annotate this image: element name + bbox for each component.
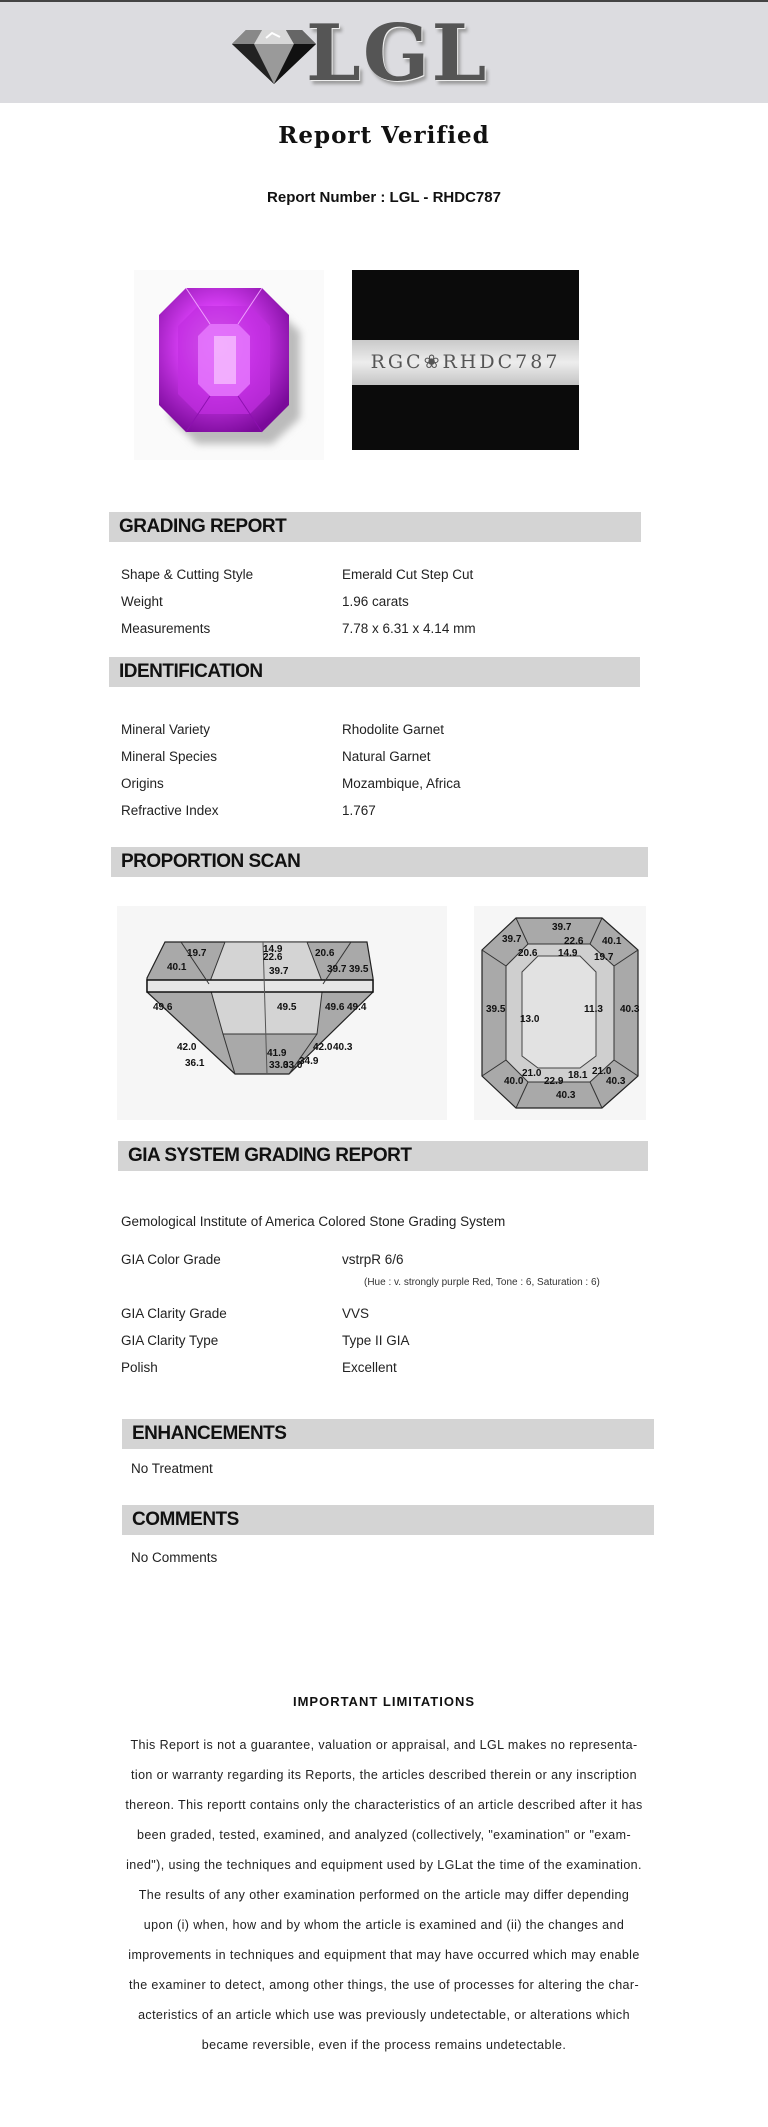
side-measurement-label: 42.0 <box>177 1042 197 1053</box>
top-measurement-label: 18.1 <box>568 1070 588 1081</box>
side-measurement-label: 49.6 <box>153 1002 173 1013</box>
grading-report-header <box>109 512 641 542</box>
top-measurement-label: 22.9 <box>544 1076 564 1087</box>
gia-color-note: (Hue : v. strongly purple Red, Tone : 6, Saturation : 6) <box>364 1277 600 1288</box>
mineral-variety-value: Rhodolite Garnet <box>342 722 445 737</box>
side-measurement-label: 49.6 <box>325 1002 345 1013</box>
mineral-species-value: Natural Garnet <box>342 749 431 764</box>
gia-color-value: vstrpR 6/6 <box>342 1252 404 1267</box>
enhancements-title: ENHANCEMENTS <box>132 1423 287 1444</box>
top-measurement-label: 14.9 <box>558 948 578 959</box>
side-measurement-label: 42.0 <box>313 1042 333 1053</box>
grading-report-title: GRADING REPORT <box>119 516 287 537</box>
limitations-line: The results of any other examination performed on the article may differ depending <box>138 1888 630 1902</box>
gem-photo <box>134 270 324 460</box>
identification-header <box>109 657 640 687</box>
enhancements-value: No Treatment <box>131 1461 213 1476</box>
polish-label: Polish <box>121 1360 158 1375</box>
top-measurement-label: 40.3 <box>556 1090 576 1101</box>
lgl-logo[interactable] <box>232 8 492 99</box>
gia-color-label: GIA Color Grade <box>121 1252 221 1267</box>
side-measurement-label: 20.6 <box>315 948 335 959</box>
inscription-text: RGC❀RHDC787 <box>370 351 561 373</box>
polish-value: Excellent <box>342 1360 397 1375</box>
limitations-line: thereon. This reportt contains only the characteristics of an article described after it has <box>125 1798 643 1812</box>
side-measurement-label: 14.9 <box>263 944 283 955</box>
gia-report-title: GIA SYSTEM GRADING REPORT <box>128 1145 412 1166</box>
top-measurement-label: 39.7 <box>552 922 572 933</box>
top-measurement-label: 40.0 <box>504 1076 524 1087</box>
gia-clarity-grade-value: VVS <box>342 1306 370 1321</box>
limitations-line: upon (i) when, how and by whom the article is examined and (ii) the changes and <box>143 1918 625 1932</box>
top-measurement-label: 40.3 <box>606 1076 626 1087</box>
gia-system-name: Gemological Institute of America Colored Stone Grading System <box>121 1214 506 1229</box>
top-view-scan <box>474 906 646 1120</box>
side-measurement-label: 22.6 <box>263 952 283 963</box>
proportion-scan-header <box>111 847 648 877</box>
limitations-line: the examiner to detect, among other things, the use of processes for altering the char- <box>128 1978 640 1992</box>
top-measurement-label: 40.1 <box>602 936 622 947</box>
enhancements-header <box>122 1419 654 1449</box>
inscription-photo <box>352 270 579 450</box>
side-measurement-label: 39.7 <box>269 966 289 977</box>
mineral-species-label: Mineral Species <box>121 749 218 764</box>
side-measurement-label: 39.7 <box>327 964 347 975</box>
side-measurement-label: 19.7 <box>187 948 207 959</box>
refractive-index-value: 1.767 <box>342 803 376 818</box>
side-measurement-label: 39.5 <box>349 964 369 975</box>
proportion-scan-title: PROPORTION SCAN <box>121 851 301 872</box>
side-measurement-label: 49.5 <box>277 1002 297 1013</box>
page-title: Report Verified <box>278 122 490 149</box>
side-measurement-label: 36.1 <box>185 1058 205 1069</box>
side-profile-scan <box>117 906 447 1120</box>
shape-label: Shape & Cutting Style <box>121 567 254 582</box>
limitations-line: This Report is not a guarantee, valuation or appraisal, and LGL makes no representa- <box>130 1738 638 1752</box>
gia-report-header <box>118 1141 648 1171</box>
comments-header <box>122 1505 654 1535</box>
limitations-line: improvements in techniques and equipment that may have occurred which may enable <box>128 1948 640 1962</box>
side-measurement-label: 40.1 <box>167 962 187 973</box>
gia-clarity-type-label: GIA Clarity Type <box>121 1333 219 1348</box>
top-measurement-label: 22.6 <box>564 936 584 947</box>
top-measurement-label: 39.7 <box>502 934 522 945</box>
limitations-line: became reversible, even if the process remains undetectable. <box>201 2038 567 2052</box>
top-measurement-label: 13.0 <box>520 1014 540 1025</box>
origins-label: Origins <box>121 776 164 791</box>
top-measurement-label: 21.0 <box>522 1068 542 1079</box>
limitations-line: tion or warranty regarding its Reports, the articles described therein or any inscription <box>131 1768 637 1782</box>
limitations-line: ined"), using the techniques and equipment used by LGLat the time of the examination. <box>126 1858 642 1872</box>
side-measurement-label: 33.0 <box>283 1060 303 1071</box>
side-measurement-label: 33.0 <box>269 1060 289 1071</box>
limitations-line: been graded, tested, examined, and analyzed (collectively, "examination" or "exam- <box>136 1828 632 1842</box>
shape-value: Emerald Cut Step Cut <box>342 567 474 582</box>
top-measurement-label: 39.5 <box>486 1004 506 1015</box>
origins-value: Mozambique, Africa <box>342 776 461 791</box>
gia-clarity-grade-label: GIA Clarity Grade <box>121 1306 227 1321</box>
top-measurement-label: 21.0 <box>592 1066 612 1077</box>
diamond-icon <box>232 20 316 86</box>
side-measurement-label: 41.9 <box>267 1048 287 1059</box>
mineral-variety-label: Mineral Variety <box>121 722 211 737</box>
logo-text: LGL <box>306 8 489 99</box>
gia-clarity-type-value: Type II GIA <box>342 1333 410 1348</box>
top-measurement-label: 11.3 <box>584 1004 603 1015</box>
limitations-line: acteristics of an article which use was previously undetectable, or alterations which <box>138 2008 630 2022</box>
report-number: Report Number : LGL - RHDC787 <box>267 189 501 206</box>
side-measurement-label: 34.9 <box>299 1056 319 1067</box>
top-measurement-label: 40.3 <box>620 1004 640 1015</box>
comments-value: No Comments <box>131 1550 218 1565</box>
limitations-title: IMPORTANT LIMITATIONS <box>292 1694 476 1709</box>
top-measurement-label: 19.7 <box>594 952 614 963</box>
side-measurement-label: 40.3 <box>333 1042 353 1053</box>
comments-title: COMMENTS <box>132 1509 239 1530</box>
side-measurement-label: 49.4 <box>347 1002 367 1013</box>
refractive-index-label: Refractive Index <box>121 803 219 818</box>
measurements-label: Measurements <box>121 621 211 636</box>
top-measurement-label: 20.6 <box>518 948 538 959</box>
measurements-value: 7.78 x 6.31 x 4.14 mm <box>342 621 476 636</box>
weight-value: 1.96 carats <box>342 594 409 609</box>
identification-title: IDENTIFICATION <box>119 661 263 682</box>
weight-label: Weight <box>121 594 163 609</box>
